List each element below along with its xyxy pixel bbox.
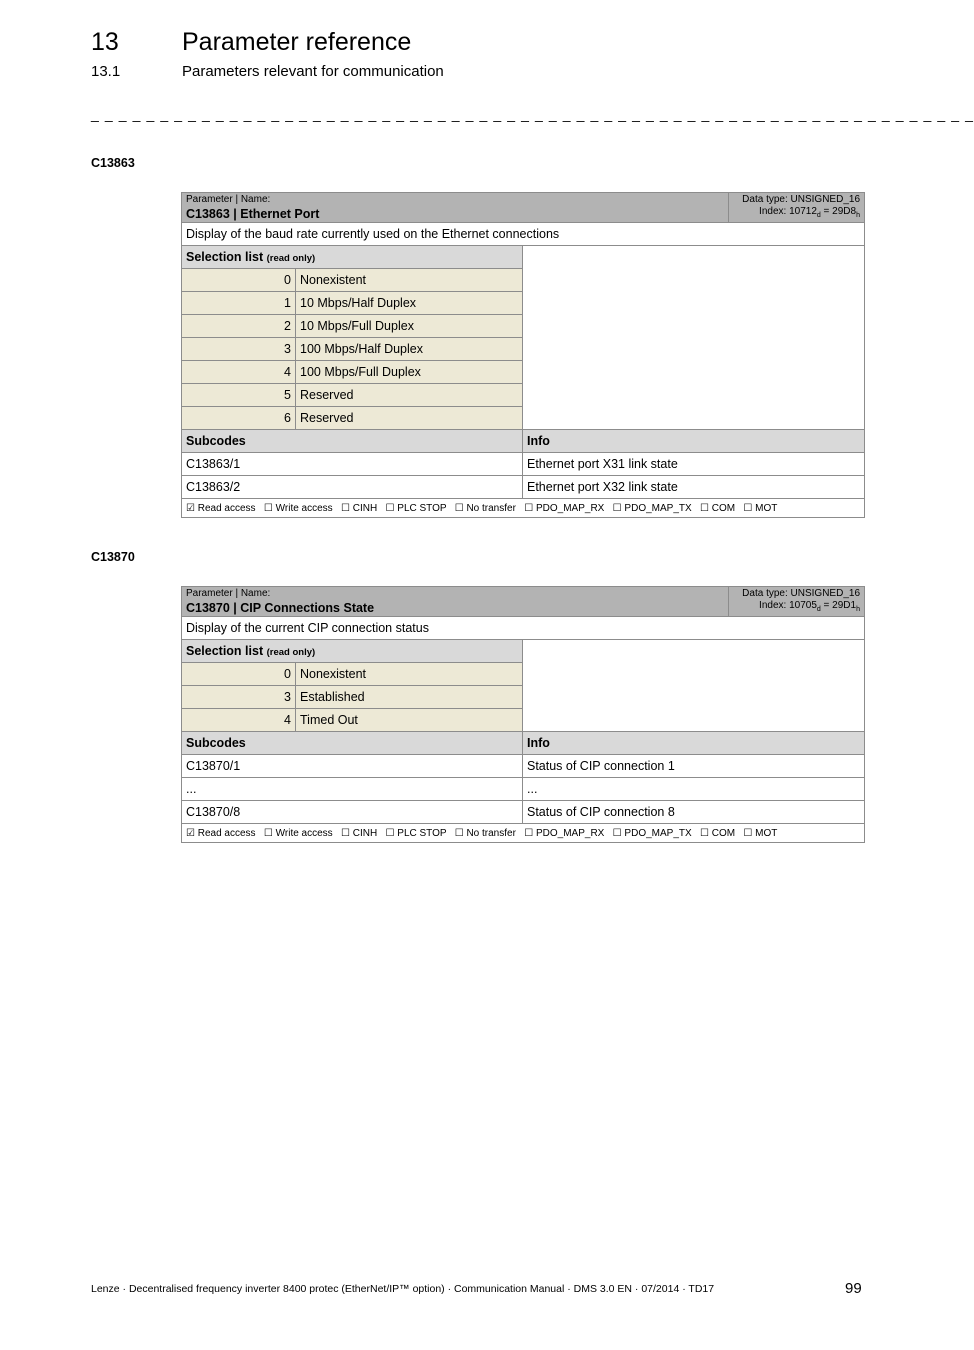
selection-text: Established	[296, 686, 523, 709]
param-code-title: C13870	[91, 550, 135, 564]
selection-text: Reserved	[296, 407, 523, 430]
selection-text: 100 Mbps/Half Duplex	[296, 338, 523, 361]
subcodes-header: Subcodes	[182, 430, 523, 453]
selection-num: 4	[182, 361, 296, 384]
info-header: Info	[523, 430, 865, 453]
selection-num: 4	[182, 709, 296, 732]
selection-text: 10 Mbps/Half Duplex	[296, 292, 523, 315]
info-cell: Status of CIP connection 1	[523, 755, 865, 778]
selection-text: Nonexistent	[296, 663, 523, 686]
subcodes-header: Subcodes	[182, 732, 523, 755]
selection-blank	[523, 640, 865, 732]
param-header-type: Data type: UNSIGNED_16 Index: $10712_d = 29D8_h$	[729, 193, 865, 223]
header-separator: _ _ _ _ _ _ _ _ _ _ _ _ _ _ _ _ _ _ _ _ _ _ _ _ _ _ _ _ _ _ _ _ _ _ _ _ _ _ _ _ _ _ _ _ _ _ _ _ _ _ _ _ _ _ _ _ _ _ _ _ _ _ _ _	[91, 106, 974, 122]
param-header-type: Data type: UNSIGNED_16 Index: $10705_d = 29D1_h$	[729, 587, 865, 617]
footer-text: Lenze · Decentralised frequency inverter 8400 protec (EtherNet/IP™ option) · Communication Manual · DMS 3.0 EN · 07/2014 · TD17	[91, 1283, 715, 1295]
param-table-c13870	[181, 586, 865, 843]
selection-num: 0	[182, 663, 296, 686]
param-header-name: Parameter | Name: C13863 | Ethernet Port	[182, 193, 729, 223]
section-title: Parameters relevant for communication	[182, 63, 444, 80]
selection-list-header: Selection list (read only)	[182, 640, 523, 663]
selection-blank	[523, 246, 865, 430]
info-header: Info	[523, 732, 865, 755]
access-flags: ☑ Read access ☐ Write access ☐ CINH ☐ PLC STOP ☐ No transfer ☐ PDO_MAP_RX ☐ PDO_MAP_TX ☐ COM ☐ MOT	[182, 499, 865, 518]
selection-text: Reserved	[296, 384, 523, 407]
info-cell: Status of CIP connection 8	[523, 801, 865, 824]
selection-text: Timed Out	[296, 709, 523, 732]
selection-num: 5	[182, 384, 296, 407]
param-code-title: C13863	[91, 156, 135, 170]
selection-num: 3	[182, 686, 296, 709]
selection-num: 3	[182, 338, 296, 361]
chapter-title: Parameter reference	[182, 28, 412, 56]
selection-text: Nonexistent	[296, 269, 523, 292]
selection-num: 6	[182, 407, 296, 430]
subcode-cell: C13870/8	[182, 801, 523, 824]
selection-list-header: Selection list (read only)	[182, 246, 523, 269]
param-description: Display of the baud rate currently used on the Ethernet connections	[182, 223, 865, 246]
param-description: Display of the current CIP connection status	[182, 617, 865, 640]
section-number: 13.1	[91, 63, 121, 80]
selection-num: 1	[182, 292, 296, 315]
param-header-name: Parameter | Name: C13870 | CIP Connections State	[182, 587, 729, 617]
info-cell: Ethernet port X31 link state	[523, 453, 865, 476]
subcode-cell: C13863/2	[182, 476, 523, 499]
param-table-c13863	[181, 192, 865, 518]
selection-text: 10 Mbps/Full Duplex	[296, 315, 523, 338]
info-cell: Ethernet port X32 link state	[523, 476, 865, 499]
selection-text: 100 Mbps/Full Duplex	[296, 361, 523, 384]
info-cell: ...	[523, 778, 865, 801]
subcode-cell: ...	[182, 778, 523, 801]
subcode-cell: C13863/1	[182, 453, 523, 476]
chapter-number: 13	[91, 28, 119, 56]
selection-num: 2	[182, 315, 296, 338]
selection-num: 0	[182, 269, 296, 292]
access-flags: ☑ Read access ☐ Write access ☐ CINH ☐ PLC STOP ☐ No transfer ☐ PDO_MAP_RX ☐ PDO_MAP_TX ☐ COM ☐ MOT	[182, 824, 865, 843]
page-number: 99	[845, 1280, 862, 1297]
subcode-cell: C13870/1	[182, 755, 523, 778]
